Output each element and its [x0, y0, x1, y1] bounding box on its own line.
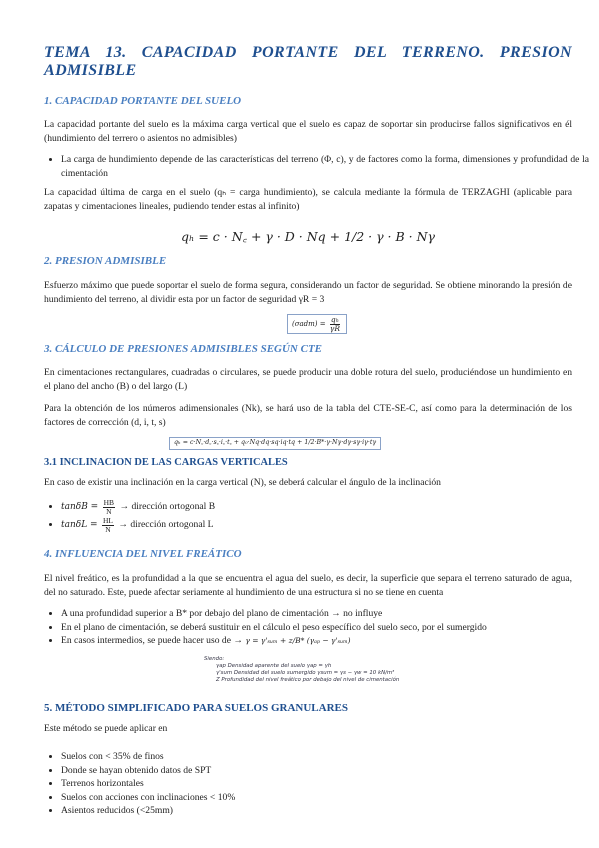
section-2-heading: 2. PRESION ADMISIBLE: [44, 255, 167, 267]
water-table-bullet-3: [61, 634, 589, 648]
section-1-paragraph-1: La capacidad portante del suelo es la máxima carga vertical que el suelo es capaz de soportar sin producirse fallos significativos en él (hundimiento del terrero o asientos no admisibles): [44, 119, 572, 144]
legend-line-2: γ'sum Densidad del suelo sumergido γsum = γs − γw = 10 kN/m³: [216, 670, 395, 677]
tan-l-text: → dirección ortogonal L: [118, 519, 214, 531]
formula-numerator: qₕ: [330, 315, 339, 324]
tan-l-num: HL: [102, 516, 113, 525]
list-item: • Donde se hayan obtenido datos de SPT: [61, 764, 589, 778]
formula-box: [287, 314, 347, 334]
cte-formula: qₕ = c·N꜀·d꜀·s꜀·i꜀·t꜀ + q₀·Nq·dq·sq·iq·tq + 1/2·B*·γ·Nγ·dγ·sγ·iγ·tγ: [169, 437, 381, 450]
water-table-bullet-1: • A una profundidad superior a B* por debajo del plano de cimentación → no influye: [61, 607, 589, 621]
section-3-paragraph-1: En cimentaciones rectangulares, cuadradas o circulares, se puede producir una doble rotura del suelo, produciéndose un hundimiento en el plano del ancho (B) o del largo (L): [44, 367, 572, 392]
section-1-heading: 1. CAPACIDAD PORTANTE DEL SUELO: [44, 95, 242, 107]
section-4-paragraph-1: El nivel freático, es la profundidad a la que se encuentra el agua del suelo, es decir, la superficie que separa el terreno saturado de agua, del no saturado. Este, puede afectar seriamente al hundimiento de una estructura si no se tiene en cuenta: [44, 573, 572, 598]
water-table-bullet-2: • En el plano de cimentación, se deberá sustituir en el cálculo el peso específico del suelo seco, por el sumergido: [61, 621, 589, 635]
tan-l-den: N: [105, 524, 111, 534]
section-3-1-heading: 3.1 INCLINACION DE LAS CARGAS VERTICALES: [44, 457, 288, 468]
section-4-heading: 4. INFLUENCIA DEL NIVEL FREÁTICO: [44, 548, 242, 560]
list-item: • Suelos con < 35% de finos: [61, 750, 589, 764]
tan-b-fraction: [103, 499, 115, 515]
water-table-bullet-3-text: En casos intermedios, se puede hacer uso de →: [61, 635, 243, 647]
section-1-bullet-1: • La carga de hundimiento depende de las características del terreno (Φ, c), y de factores como la forma, dimensiones y profundidad de la cimentación: [61, 153, 589, 180]
section-3-paragraph-2: Para la obtención de los números adimensionales (Nk), se hará uso de la tabla del CTE-SE-C, así como para la determinación de los factores de corrección (d, i, t, s): [44, 403, 572, 428]
terzaghi-formula: qₕ = c · N꜀ + γ · D · Nq + 1/2 · γ · B · Nγ: [180, 229, 436, 244]
section-5-list: [44, 750, 589, 818]
tan-b-den: N: [106, 506, 112, 516]
list-item: • Terrenos horizontales: [61, 777, 589, 791]
section-1-paragraph-2: La capacidad última de carga en el suelo (qₕ = carga hundimiento), se calcula mediante la fórmula de TERZAGHI (aplicable para zapatas y cimentaciones lineales, pudiendo tender estas al infinito): [44, 187, 572, 212]
legend-line-3: Z Profundidad del nivel freático por debajo del nivel de cimentación: [216, 677, 400, 684]
tan-b-num: HB: [103, 498, 115, 507]
legend-line-1: γap Densidad aparente del suelo γap = γh: [216, 663, 332, 670]
section-4-bullets: [44, 607, 589, 648]
formula-legend: [204, 656, 464, 684]
page-title: TEMA 13. CAPACIDAD PORTANTE DEL TERRENO. PRESION ADMISIBLE: [44, 44, 572, 80]
formula-left: (σadm) =: [292, 320, 326, 328]
section-3-heading: 3. CÁLCULO DE PRESIONES ADMISIBLES SEGÚN CTE: [44, 343, 323, 355]
formula-fraction: [330, 316, 340, 332]
section-3-1-bullets: [44, 499, 589, 533]
section-3-1-paragraph: En caso de existir una inclinación en la carga vertical (N), se deberá calcular el ángulo de la inclinación: [44, 477, 441, 488]
legend-title: Siendo:: [204, 656, 225, 662]
inclination-bullet-l: [61, 517, 589, 533]
section-5-heading: 5. MÉTODO SIMPLIFICADO PARA SUELOS GRANULARES: [44, 702, 348, 714]
section-5-paragraph: Este método se puede aplicar en: [44, 723, 168, 734]
inclination-bullet-b: [61, 499, 589, 515]
formula-denominator: γR: [329, 323, 340, 333]
section-2-paragraph-1: Esfuerzo máximo que puede soportar el suelo de forma segura, considerando un factor de seguridad. Se obtiene minorando la presión de hundimiento del terreno, al dividir esta por un factor de seguridad γR = 3: [44, 280, 572, 305]
water-table-formula: γ = γ'ₛᵤₘ + z/B* (γₐₚ − γ'ₛᵤₘ): [245, 636, 351, 646]
tan-l-lhs: tanδL =: [61, 520, 98, 531]
list-item: • Asientos reducidos (<25mm): [61, 804, 589, 818]
section-1-bullets: [44, 153, 589, 180]
tan-l-fraction: [102, 517, 114, 533]
tan-b-text: → dirección ortogonal B: [119, 501, 216, 513]
tan-b-lhs: tanδB =: [61, 502, 99, 513]
list-item: • Suelos con acciones con inclinaciones < 10%: [61, 791, 589, 805]
admissible-pressure-formula: [287, 314, 347, 334]
